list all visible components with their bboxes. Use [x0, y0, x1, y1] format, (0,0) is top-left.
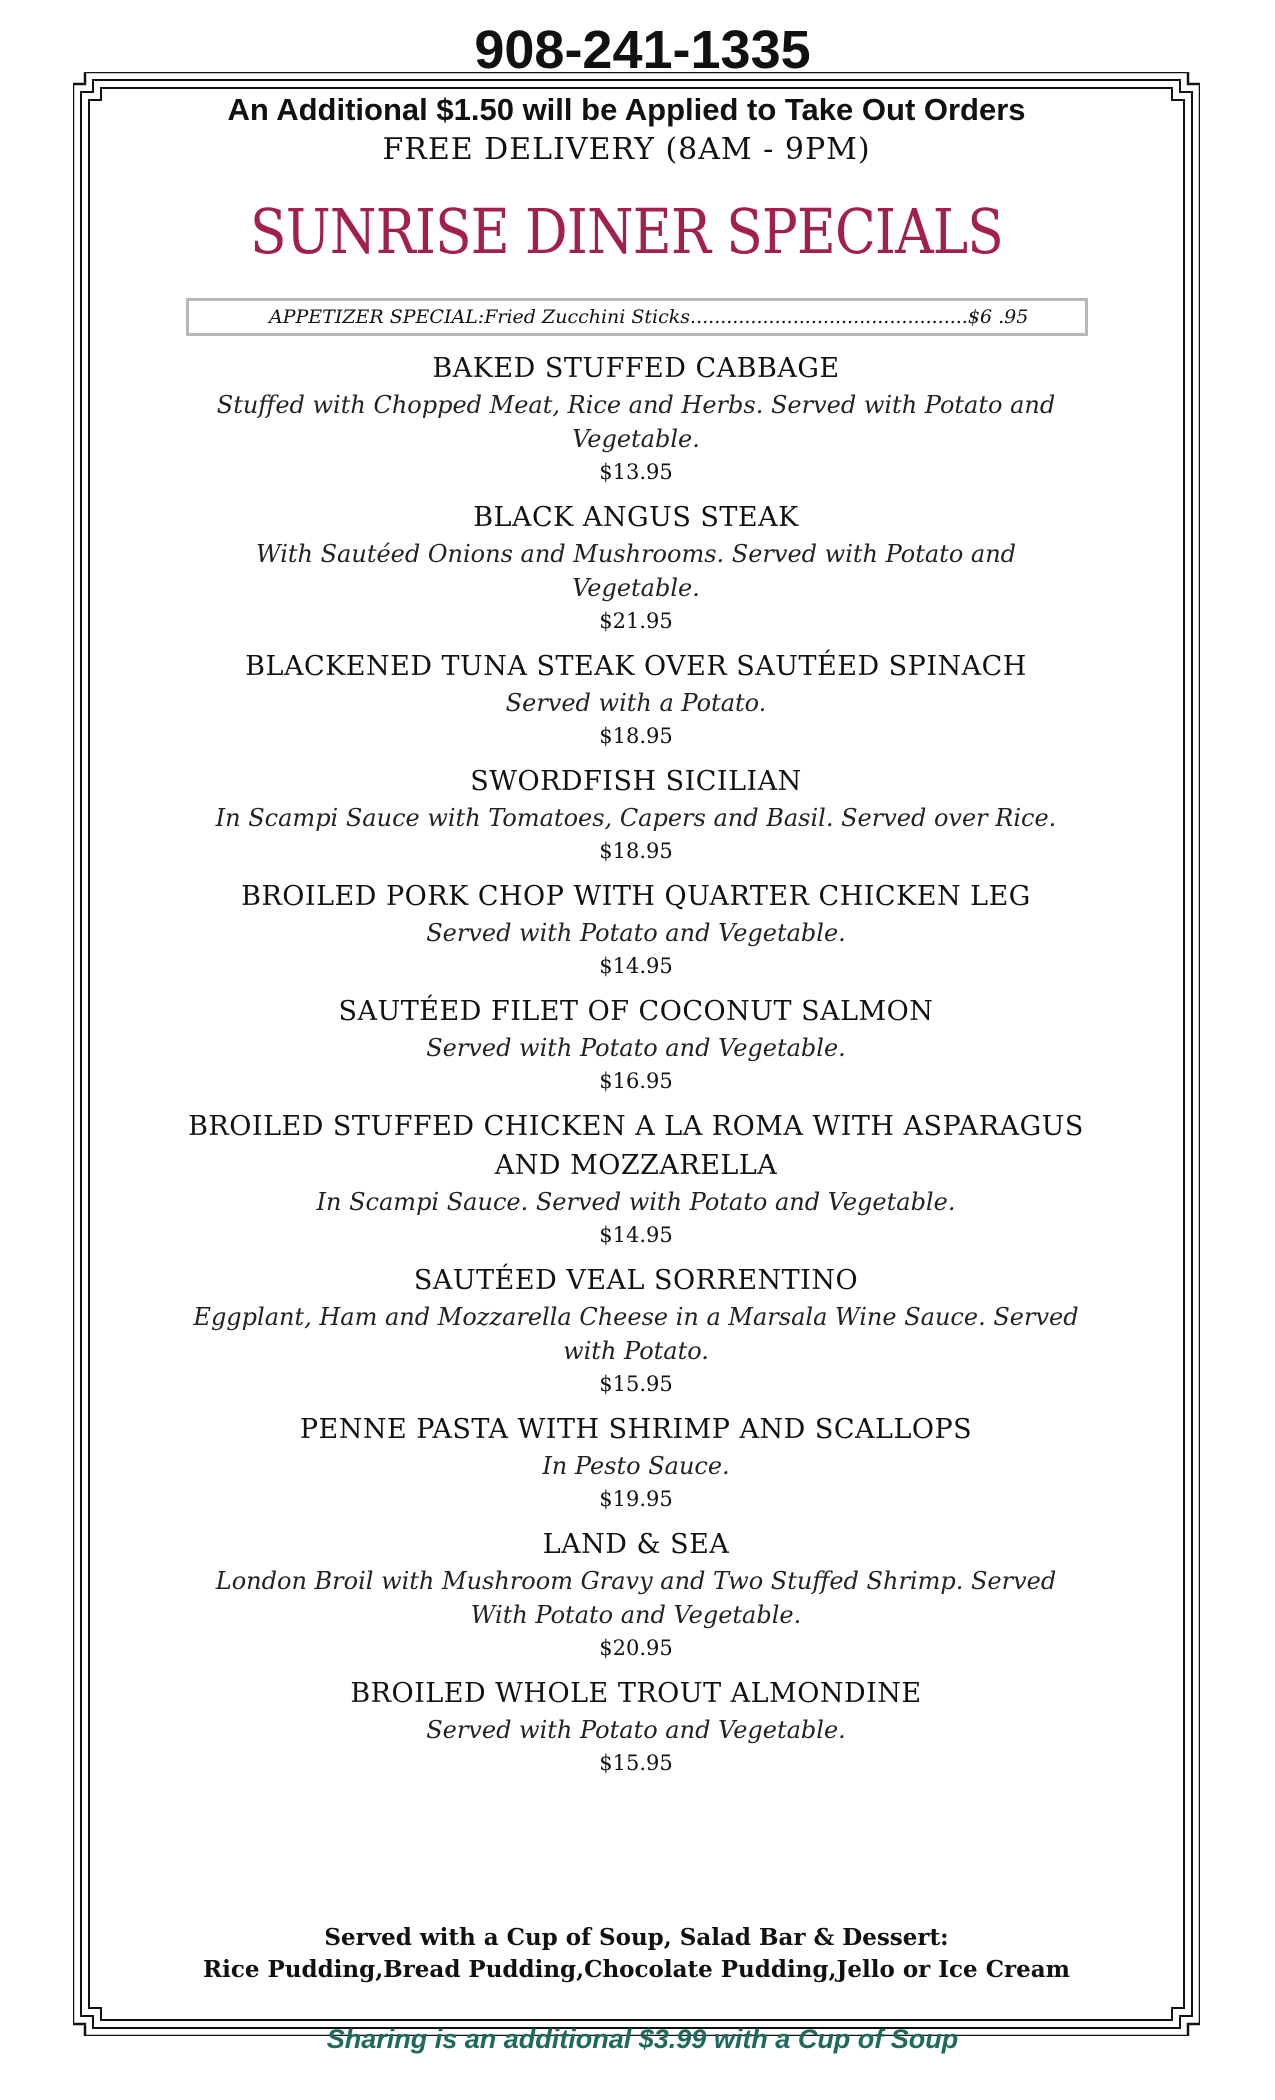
takeout-notice: An Additional $1.50 will be Applied to Take Out Orders — [227, 92, 1026, 127]
menu-item-description-line: In Scampi Sauce. Served with Potato and Vegetable. — [316, 1188, 956, 1216]
menu-item-description — [186, 388, 1086, 456]
menu-item — [186, 877, 1086, 982]
menu-item-price: $18.95 — [599, 839, 673, 863]
appetizer-label: APPETIZER SPECIAL: — [269, 306, 485, 328]
menu-item — [186, 498, 1086, 637]
menu-item — [186, 762, 1086, 867]
menu-item-price: $20.95 — [599, 1636, 673, 1660]
menu-item-name: PENNE PASTA WITH SHRIMP AND SCALLOPS — [299, 1414, 973, 1445]
menu-item-description-line: Served with Potato and Vegetable. — [426, 1034, 846, 1062]
menu-item-description-line: Vegetable. — [572, 425, 700, 453]
phone-number: 908-241-1335 — [474, 20, 811, 80]
menu-item-name: BROILED WHOLE TROUT ALMONDINE — [350, 1678, 922, 1709]
menu-item-price: $15.95 — [599, 1751, 673, 1775]
menu-item-name: BLACK ANGUS STEAK — [473, 502, 799, 533]
delivery-notice: FREE DELIVERY (8AM - 9PM) — [382, 132, 871, 167]
menu-item-name — [186, 1107, 1086, 1185]
footer-line-2: Rice Pudding,Bread Pudding,Chocolate Pudding,Jello or Ice Cream — [203, 1956, 1070, 1983]
menu-item-price: $16.95 — [599, 1069, 673, 1093]
menu-item-name: BLACKENED TUNA STEAK OVER SAUTÉED SPINACH — [245, 651, 1027, 682]
menu-item — [186, 1410, 1086, 1515]
menu-item-name-line: AND MOZZARELLA — [494, 1150, 778, 1181]
menu-item-price: $14.95 — [599, 954, 673, 978]
menu-item-description-line: London Broil with Mushroom Gravy and Two Stuffed Shrimp. Served — [215, 1567, 1057, 1595]
menu-item-description — [186, 1300, 1086, 1368]
menu-item-description — [186, 801, 1086, 835]
menu-item-price: $21.95 — [599, 609, 673, 633]
appetizer-leader: .............................................. — [690, 306, 968, 328]
menu-item-name: SAUTÉED VEAL SORRENTINO — [413, 1265, 859, 1296]
menu-item-price: $14.95 — [599, 1223, 673, 1247]
footer-note — [73, 1922, 1200, 1986]
menu-item-name: SAUTÉED FILET OF COCONUT SALMON — [338, 996, 934, 1027]
menu-item-price: $19.95 — [599, 1487, 673, 1511]
menu-item-description-line: Eggplant, Ham and Mozzarella Cheese in a Marsala Wine Sauce. Served — [193, 1303, 1079, 1331]
menu-item-description-line: Served with a Potato. — [505, 689, 767, 717]
menu-item — [186, 1107, 1086, 1251]
menu-item-description-line: Served with Potato and Vegetable. — [426, 919, 846, 947]
menu-item — [186, 992, 1086, 1097]
menu-item-description-line: In Pesto Sauce. — [542, 1452, 730, 1480]
menu-item-description — [186, 1031, 1086, 1065]
menu-item-description — [186, 1564, 1086, 1632]
menu-item — [186, 647, 1086, 752]
sharing-note: Sharing is an additional $3.99 with a Cup of Soup — [326, 2024, 959, 2054]
menu-item-price: $13.95 — [599, 460, 673, 484]
menu-item-price: $18.95 — [599, 724, 673, 748]
menu-item-description-line: Served with Potato and Vegetable. — [426, 1716, 846, 1744]
appetizer-item: Fried Zucchini Sticks — [484, 306, 691, 328]
appetizer-special-box — [186, 298, 1088, 336]
footer-line-1: Served with a Cup of Soup, Salad Bar & Dessert: — [324, 1924, 949, 1951]
menu-item-name: LAND & SEA — [542, 1529, 730, 1560]
page-title: SUNRISE DINER SPECIALS — [250, 195, 1003, 268]
menu-item-description — [186, 1713, 1086, 1747]
menu-item-description-line: With Sautéed Onions and Mushrooms. Served with Potato and — [255, 540, 1017, 568]
menu-item-name-line: BROILED STUFFED CHICKEN A LA ROMA WITH ASPARAGUS — [188, 1111, 1084, 1142]
menu-content — [73, 72, 1200, 2036]
menu-item-description-line: with Potato. — [563, 1337, 709, 1365]
menu-item-description-line: With Potato and Vegetable. — [470, 1601, 802, 1629]
menu-item-name: BAKED STUFFED CABBAGE — [432, 353, 840, 384]
menu-item-price: $15.95 — [599, 1372, 673, 1396]
menu-item-description-line: Stuffed with Chopped Meat, Rice and Herbs. Served with Potato and — [216, 391, 1056, 419]
menu-item — [186, 1525, 1086, 1664]
menu-item-description-line: Vegetable. — [572, 574, 700, 602]
appetizer-price: $6 .95 — [967, 306, 1029, 328]
menu-item-description — [186, 1185, 1086, 1219]
menu-item-description — [186, 916, 1086, 950]
menu-item — [186, 349, 1086, 488]
menu-item — [186, 1261, 1086, 1400]
menu-item — [186, 1674, 1086, 1779]
menu-item-name: BROILED PORK CHOP WITH QUARTER CHICKEN LEG — [241, 881, 1031, 912]
menu-item-description — [186, 686, 1086, 720]
menu-item-list — [186, 349, 1086, 1789]
menu-item-description — [186, 1449, 1086, 1483]
menu-item-description — [186, 537, 1086, 605]
menu-item-description-line: In Scampi Sauce with Tomatoes, Capers and Basil. Served over Rice. — [215, 804, 1057, 832]
menu-item-name: SWORDFISH SICILIAN — [470, 766, 802, 797]
